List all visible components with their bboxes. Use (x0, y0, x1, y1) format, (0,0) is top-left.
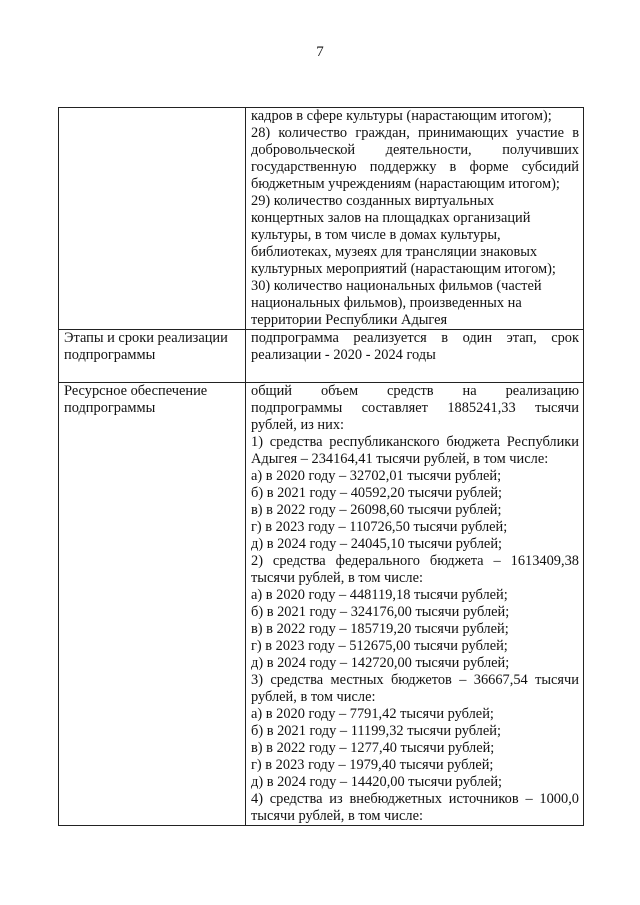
text-line: концертных залов на площадках организаций (251, 210, 531, 226)
text-line: тысячи рублей, в том числе: (251, 808, 423, 824)
row-label-cell: Ресурсное обеспечение подпрограммы (59, 383, 246, 826)
text-line: б) в 2021 году – 324176,00 тысячи рублей; (251, 604, 510, 620)
text-line: национальных фильмов), произведенных на (251, 295, 522, 311)
text-line: 1) средства республиканского бюджета Республики (251, 434, 579, 450)
text-line: общий объем средств на реализацию (251, 383, 579, 399)
row-value-cell (246, 108, 584, 330)
text-line: д) в 2024 году – 142720,00 тысячи рублей; (251, 655, 510, 671)
text-line: рублей, в том числе: (251, 689, 376, 705)
text-line: в) в 2022 году – 1277,40 тысячи рублей; (251, 740, 495, 756)
text-line: г) в 2023 году – 512675,00 тысячи рублей; (251, 638, 508, 654)
text-line: добровольческой деятельности, получивших (251, 142, 579, 158)
text-line: г) в 2023 году – 110726,50 тысячи рублей; (251, 519, 508, 535)
text-line: в) в 2022 году – 185719,20 тысячи рублей; (251, 621, 509, 637)
text-line: а) в 2020 году – 32702,01 тысячи рублей; (251, 468, 502, 484)
row-value-cell (246, 383, 584, 826)
row-stages (59, 330, 584, 383)
text-line: 30) количество национальных фильмов (частей (251, 278, 542, 294)
text-line: культурных мероприятий (нарастающим итогом); (251, 261, 556, 277)
page-number: 7 (316, 44, 324, 60)
text-line: Адыгея – 234164,41 тысячи рублей, в том числе: (251, 451, 549, 467)
row-indicators-continued (59, 108, 584, 330)
passport-table (58, 107, 584, 826)
text-line: подпрограмма реализуется в один этап, срок (251, 330, 579, 346)
text-line: б) в 2021 году – 40592,20 тысячи рублей; (251, 485, 503, 501)
text-line: д) в 2024 году – 14420,00 тысячи рублей; (251, 774, 503, 790)
text-line: 4) средства из внебюджетных источников – 1000,0 (251, 791, 579, 807)
text-line: рублей, из них: (251, 417, 345, 433)
text-line: культуры, в том числе в домах культуры, (251, 227, 501, 243)
text-line: а) в 2020 году – 448119,18 тысячи рублей; (251, 587, 508, 603)
row-label-cell: Этапы и сроки реализации подпрограммы (59, 330, 246, 383)
text-line: 28) количество граждан, принимающих участие в (251, 125, 579, 141)
text-line: библиотеках, музеях для трансляции знаковых (251, 244, 538, 260)
text-line: д) в 2024 году – 24045,10 тысячи рублей; (251, 536, 503, 552)
text-line: 2) средства федерального бюджета – 1613409,38 (251, 553, 579, 569)
text-line: тысячи рублей, в том числе: (251, 570, 423, 586)
text-line: кадров в сфере культуры (нарастающим итогом); (251, 108, 552, 124)
text-line: 3) средства местных бюджетов – 36667,54 тысячи (251, 672, 579, 688)
text-line: территории Республики Адыгея (251, 312, 448, 328)
row-label-cell (59, 108, 246, 330)
text-line: в) в 2022 году – 26098,60 тысячи рублей; (251, 502, 502, 518)
text-line: государственную поддержку в форме субсидий (251, 159, 579, 175)
text-line: а) в 2020 году – 7791,42 тысячи рублей; (251, 706, 494, 722)
text-line: 29) количество созданных виртуальных (251, 193, 495, 209)
text-line: реализации - 2020 - 2024 годы (251, 347, 436, 363)
text-line: б) в 2021 году – 11199,32 тысячи рублей; (251, 723, 501, 739)
text-line: подпрограммы составляет 1885241,33 тысячи (251, 400, 579, 416)
text-line: г) в 2023 году – 1979,40 тысячи рублей; (251, 757, 494, 773)
row-resources (59, 383, 584, 826)
row-value-cell (246, 330, 584, 383)
text-line: бюджетным учреждениям (нарастающим итогом); (251, 176, 560, 192)
